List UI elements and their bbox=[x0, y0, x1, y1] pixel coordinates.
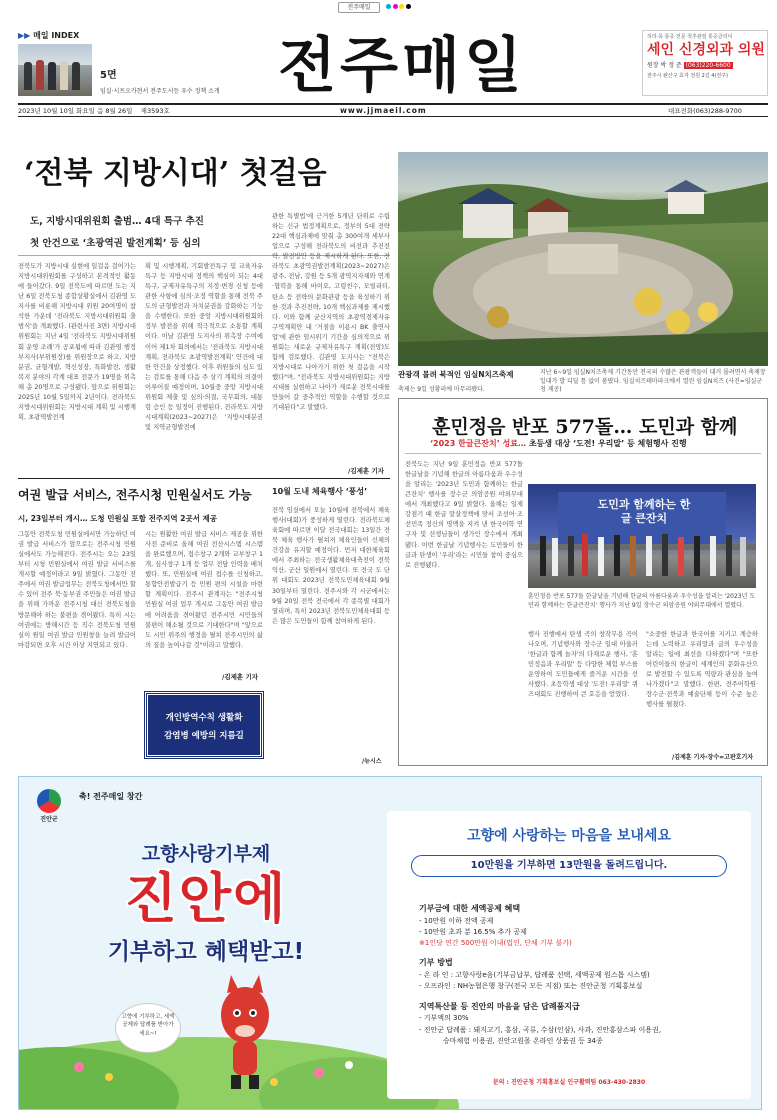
ad-method-title: 기부 방법 bbox=[419, 958, 453, 968]
top-col2: 획 및 시행계획, 기회발전특구 및 교육자유특구 등 지방시대 정책의 핵심이 되는 4대 특구, 규제자유특구의 지정·변경 신청 등에 관한 사항에 심의·조정 역할을 통해 전북 주도의 균형발전과 자치분권을 강화하는 기능을 수행한다. 또한 중앙 지방시대위원회와 정부 발전을 위해 적극적으로 소통할 계획이다. 이날 김관영 도지사의 위촉장 수여에 이어 제1차 회의에서는 '전라북도 지방시대계획, 전라북도 초광역발전계획' 안건에 대한 안건을 상정했다. 이후 위원들의 심도 있는 검토를 통해 다음 주 상기 계획의 의결이 이루어질 예정이며, 10월중 중앙 지방시대위원회 제출 및 심의·의결, 국무회의, 대통령 승인 등 일정이 진행된다. 전라북도 지방시대계획(2023~2027)은 '지방시대분권 및 지역균형발전에 bbox=[145, 263, 263, 431]
photo-caption-line2: 축제는 9일 성황리에 마무리됐다. bbox=[398, 386, 485, 393]
ad-top-phone: (063)220-6600 bbox=[685, 62, 731, 69]
hunmin-photo-caption: 훈민정음 반포 577돌 한글날을 기념해 한글의 아름다움과 우수성을 알리는 '2023년 도민과 함께하는 한글큰잔치' 행사가 지난 9일 장수군 의암공원 야외무대에서 열렸다. bbox=[528, 593, 756, 609]
campaign-line2: 감염병 예방의 지름길 bbox=[164, 731, 244, 741]
horse-mascot-icon bbox=[199, 973, 291, 1093]
sports-col: 전북 임실에서 오늘 10월에 전북에서 체육 행사(대회)가 풍성하게 열린다. 전라북도체육회에 따르면 이달 전국대회는 13일간 전북 체육 행사가 펼쳐져 체육인들이 신체의 건강을 유지할 예정이다. 먼저 대한체육회에서 주최하는 전국생활체육대축전이 전북 익산, 군산 일원에서 열린다. 또 전국 도 단위 대회도 2023년 전북도민체육대회 9월 30일부터 열린다. 전주시와 각 시군에서는 9월 20일 전북 전국에서 각 종목별 대회가 열리며, 특히 2023년 전북도민체육대회 등은 많은 도민들이 함께 참여하게 된다. bbox=[272, 507, 390, 625]
jinan-ad[interactable] bbox=[18, 776, 762, 1110]
passport-col2: 시는 원활한 여권 발급 서비스 제공을 위한 사전 준비로 올해 여권 전산시스템 시스템을 완료했으며, 접수창구 2개와 교부창구 1개, 심사창구 1개 등 업무 전담 인력을 배치했다. 또, 민원실에 여권 접수를 신청하고, 통합안전발급기 등 민원 편의 시설을 마련할 계획이다. 전주시 관계자는 "전주시청 민원실 여권 업무 개시로 그동안 여권 발급에 어려움을 겪어왔던 전주시민 시민들의 불편이 해소될 것으로 기대한다"며 "앞으로도 시민 위주의 행정을 펼쳐 전주시민의 삶의 질을 높여나갈 것"이라고 말했다. bbox=[145, 531, 263, 649]
ad-right-sub: 10만원을 기부하면 13만원을 돌려드립니다. bbox=[411, 855, 727, 877]
index-photo bbox=[18, 44, 92, 96]
photo-caption-title: 관광객 몰려 북적인 임실N치즈축제 bbox=[398, 370, 514, 379]
top-col1: 전북도가 지방시대 실현에 일걸음 걸어가는 지방시대위원회를 구성하고 본격적인 활동에 들어갔다. 9일 전북도에 따르면 도는 지난 6일 전북도청 종합상황실에서 김관영 도지사를 비롯해 지방시대 위원 20여명이 참석한 가운데 '전라북도 지방시대위원회 출범식'을 개최했다. (관련사진 3면) 지방시대위원회는 지난 4일 '전라북도 지방시대위원회 운영 조례'가 공포됨에 따라 김관영 행정부지사(부위원장)를 위원장으로 하고, 지방분권, 균형개발, 혁신성장, 특화발전, 생활복지 분야의 각계 대표 전문가 19명을 위촉해 총 20명으로 구성됐다. 앞으로 위원회는 2025년 10월 5일까지 2년이다. 전라북도 지방시대위원회는 지방시대 계획 및 시행계획, 초광역발전계 bbox=[18, 263, 136, 421]
festival-scene bbox=[398, 152, 768, 366]
ad-tax-2: - 10만원 초과 분 16.5% 추가 공제 bbox=[419, 927, 527, 936]
cmyk-marks bbox=[386, 4, 422, 10]
ad-brand: 진안군 bbox=[29, 789, 69, 823]
jinan-logo-icon bbox=[37, 789, 61, 813]
campaign-box bbox=[145, 692, 263, 758]
hunmin-col2: 행사 진행에서 탄생 곡의 창작무용 곡이 나오며, 기념행사와 장수군 일대 아울러 '한글과 함께 놀자'의 다채로운 행사, '훈민정음과 우리말' 등 다양한 체험 부스를 운영하여 도민들에게 즐거운 시간을 선사했다. 초등학생 대상 '도전! 우리말' 퀴즈대회도 진행하여 큰 호응을 얻었다. bbox=[528, 631, 638, 699]
ad-top-small: 허리·목 통증 전문 척추관절 통증클리닉 bbox=[647, 34, 733, 40]
top-tag: 전주매일 bbox=[338, 2, 380, 13]
hunmin-photo bbox=[528, 484, 756, 588]
top-sub1: 도, 지방시대위원회 출범… 4대 특구 추진 bbox=[30, 216, 204, 227]
ad-right-head: 고향에 사랑하는 마음을 보내세요 bbox=[467, 828, 671, 844]
top-byline: /김제훈 기자 bbox=[348, 467, 385, 475]
ad-top-address: 전주시 완산구 효자 전원 2길 4(전주) bbox=[647, 73, 729, 79]
photo-caption-text: 지난 6~9일 임실N치즈축제 기간동안 전국의 수많은 관광객들이 대거 몰려면서 축제장 일대가 발 디딜 틈 없이 붐볐다. 임실치즈테마파크에서 열린 임실N치즈 (사진=임실군청 제공) bbox=[540, 369, 766, 394]
ad-bubble: 고향에 기부하고, 세액공제와 답례품 받아가세요~! bbox=[115, 1003, 181, 1053]
index-label: ▶▶ 매일 INDEX bbox=[18, 31, 80, 40]
ad-title3: 기부하고 혜택받고! bbox=[107, 939, 305, 965]
index-box bbox=[18, 30, 258, 100]
index-desc: 임실·시프오카현서 전주도시등 우수 정책 소개 bbox=[100, 88, 220, 95]
ad-method-2: - 오프라인 : NH농협은행 창구(전국 모든 지점) 또는 진안군청 기획홍보실 bbox=[419, 982, 643, 991]
ad-tax-title: 기부금에 대한 세액공제 혜택 bbox=[419, 904, 521, 913]
passport-col1: 그동안 전북도청 민원실에서만 가능하던 여권 발급 서비스가 앞으로는 전주시청 민원실에서도 가능해진다. 전주시는 오는 23일부터 시청 민원실에서 여권 발급 서비스를 개시할 예정이라고 9일 밝혔다. 그동안 전주에서 여권 발급업무는 전북도청에서만 할 수 있어 전주 북·동부권 주민들은 여권 발급을 위해 가까운 전주시청 대신 전북도청을 방문해야 하는 불편을 겪어왔다. 특히 시는 여권에는 방해시간 등 직수 전북도청 민원실이 원일 여권 발급 민원창을 늘려 발급이 마감되면 오후 시간 이상 지연되고 있다. bbox=[18, 531, 136, 649]
hunmin-headline: 훈민정음 반포 577돌… 도민과 함께 bbox=[432, 416, 738, 438]
ad-title1: 고향사랑기부제 bbox=[141, 843, 271, 865]
passport-sub: 시, 23일부터 개시… 도청 민원실 포함 전주지역 2곳서 제공 bbox=[18, 514, 218, 523]
ad-gift-title: 지역특산물 등 진안의 마음을 담은 답례품지급 bbox=[419, 1001, 580, 1011]
masthead: 전주매일 bbox=[278, 31, 526, 101]
photo-credit: (사진=임실군청 제공) bbox=[540, 377, 763, 394]
sports-byline: /뉴시스 bbox=[362, 758, 382, 765]
date-line: 2023년 10월 10일 화요일 음 8월 26일 제3593호 bbox=[18, 107, 170, 115]
hunmin-col1: 전북도는 지난 9일 훈민정음 반포 577돌 한글날을 기념해 한글의 아름다움과 우수성을 알리는 '2023년 도민과 함께하는 한글큰잔치' 행사를 장수군 의암공원 야외무대에서 개최했다고 9일 밝혔다. 올해는 일제강점기 때 한글 말살정책에 맞서 조선어·조선민족 정신의 명맥을 지켜 낸 한국어학 연구자 및 선생님들이 생가인 장수에서 개최됐다. 이번 한글날 기념행사는 도민들이 한글과 탄생이 '우리'라는 시민들 참여 중심으로 진행됐다. bbox=[405, 461, 523, 569]
ad-gift-2: - 진안군 답례품 : 돼지고기, 홍삼, 곡류, 수삼(인삼), 사과, 진안홍삼스파 이용권, bbox=[419, 1025, 662, 1034]
ad-top-director: 원장 박 정 준 bbox=[647, 62, 682, 69]
festival-photo bbox=[398, 152, 768, 366]
campaign-line1: 개인방역수칙 생활화 bbox=[165, 713, 243, 723]
website-link[interactable]: www.jjmaeil.com bbox=[340, 106, 427, 115]
ad-tax-note: ※1인당 연간 500만원 이내(법인, 단체 기부 불가) bbox=[419, 939, 572, 948]
ad-contact: 문의 : 진안군청 기획홍보실 인구활력팀 063-430-2830 bbox=[492, 1079, 646, 1086]
hunmin-banner: 도민과 함께하는 한글 큰잔치 bbox=[597, 498, 691, 525]
top-headline: ‘전북 지방시대’ 첫걸음 bbox=[24, 156, 327, 191]
hunmin-sub: ‘2023 한글큰잔치’ 성료… 초등생 대상 ‘도전! 우리말’ 등 체험행사 진행 bbox=[430, 439, 687, 448]
ad-top-name: 세인 신경외과 의원 bbox=[647, 42, 765, 58]
top-sub2: 첫 안건으로 ‘초광역권 발전계획’ 등 심의 bbox=[30, 238, 201, 249]
ad-method-1: - 온 라 인 : 고향사랑e음(기부금납부, 답례품 선택, 세액공제 원스톱 시스템) bbox=[419, 971, 650, 980]
sports-headline: 10월 도내 체육행사 ‘풍성’ bbox=[272, 487, 368, 496]
hunmin-col3: "소중한 한글과 한국어를 지키고 계승하는데 노력하고 우리말과 글의 우수성을 알리는 일에 최선을 다하겠다"며 "또한 어린이들의 한글이 세계인의 문화유산으로 발전할 수 있도록 역량과 관심을 높여 나가겠다"고 말했다. 한편, 전주어학원·장수군·전북과 예술단체 등이 수준 높은 행사를 펼쳤다. bbox=[646, 631, 758, 709]
ad-tax-1: - 10만원 이하 전액 공제 bbox=[419, 916, 494, 925]
ad-gift-3: 승마체험 이용권, 진안고원몰 온라인 상품권 등 34종 bbox=[443, 1036, 603, 1045]
issue-number: 제3593호 bbox=[140, 107, 170, 115]
index-page: 5면 bbox=[100, 70, 117, 81]
phone: 대표전화(063)288-9700 bbox=[668, 107, 742, 115]
ad-title2: 진안에 bbox=[124, 867, 288, 930]
ad-greeting: 축! 전주매일 창간 bbox=[79, 792, 143, 801]
ad-gift-1: - 기부액의 30% bbox=[419, 1014, 469, 1023]
passport-byline: /김제훈 기자 bbox=[222, 673, 259, 681]
hunmin-byline: /김제훈 기자·장수=고판호기자 bbox=[672, 754, 754, 761]
passport-headline: 여권 발급 서비스, 전주시청 민원실서도 가능 bbox=[18, 488, 252, 502]
top-ad[interactable] bbox=[642, 30, 768, 96]
top-col3: 관한 특별법'에 근거한 5개년 단위로 수립하는 신규 법정계획으로, 정부의 5대 전략 22대 핵심과제에 맞춰 총 300여개 세부사업으로 구성해 전라북도의 비전과 추진전략, 발전방안 등을 제시하게 된다. 또한, 전라북도 초광역권발전계획(2023~2027)은 광주, 전남, 강원 등 5개 광역지자체와 연계·협력을 통해 바이오, 고령친수, 모빌리티, 탄소 등 전략의 문화관광 등을 육성하기 위한 것과 추진전략, 10개 핵심과제를 제시했다. 이와 함께 균산지역의 초광역경제자유구역계획안 내 '거점을 이용시 BK 출연사업'에 관한 임시위기 기간을 심의적으로 위원회는 새로운 규제자유특구 계획(전망)도 함께 검토했다. 김관영 도지사는 "전북은 지방시대로 나아가기 위한 첫 걸음을 시작했다"며, "전라북도 지방시대위원회는 지방시대를 실현하고 나아가 새로운 전북시대를 만들어 갈 중추적인 역할을 수행할 것으로 기대된다"고 말했다. bbox=[272, 213, 390, 412]
ad-info bbox=[419, 903, 739, 1047]
